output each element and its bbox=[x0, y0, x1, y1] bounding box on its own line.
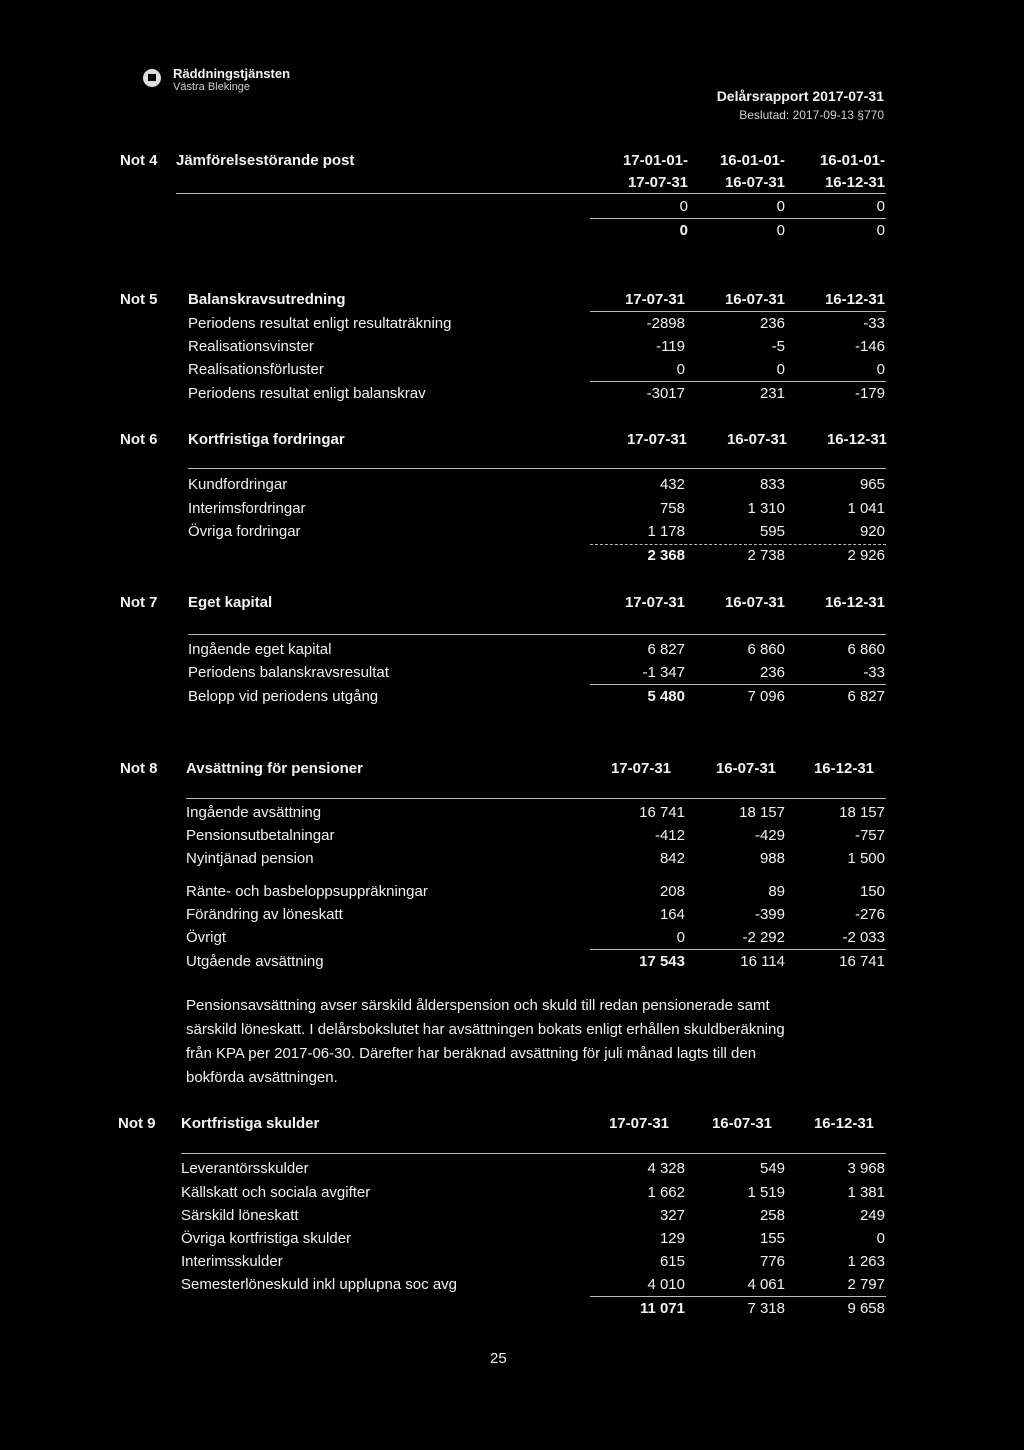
row-label: Interimsskulder bbox=[181, 1253, 283, 1270]
table-cell: 327 bbox=[659, 1207, 685, 1224]
column-header: 16-07-31 bbox=[724, 174, 785, 191]
sum-rule bbox=[590, 1296, 886, 1297]
row-label: Periodens resultat enligt resultaträkning bbox=[188, 315, 452, 332]
column-header: 16-12-31 bbox=[813, 760, 874, 777]
row-label: Utgående avsättning bbox=[186, 953, 324, 970]
table-cell: 0 bbox=[876, 361, 885, 378]
column-header: 17-07-31 bbox=[608, 1115, 669, 1132]
note-title: Jämförelsestörande post bbox=[176, 152, 355, 169]
table-cell: 595 bbox=[759, 523, 785, 540]
table-cell: -1 347 bbox=[642, 664, 685, 681]
table-total-cell: 5 480 bbox=[647, 688, 685, 705]
table-cell: 0 bbox=[876, 198, 885, 215]
note-title: Kortfristiga fordringar bbox=[188, 431, 345, 448]
table-cell: -2 033 bbox=[842, 929, 885, 946]
row-label: Periodens resultat enligt balanskrav bbox=[188, 385, 426, 402]
note-title: Avsättning för pensioner bbox=[186, 760, 363, 777]
note-number: Not 7 bbox=[120, 594, 158, 611]
table-cell: -33 bbox=[863, 315, 885, 332]
table-cell: 2 797 bbox=[847, 1276, 885, 1293]
table-total-cell: 17 543 bbox=[639, 953, 685, 970]
column-header: 16-01-01- bbox=[719, 152, 785, 169]
column-header: 17-07-31 bbox=[610, 760, 671, 777]
note-number: Not 9 bbox=[118, 1115, 156, 1132]
table-cell: 1 500 bbox=[847, 850, 885, 867]
table-cell: 1 310 bbox=[747, 500, 785, 517]
row-label: Ränte- och basbeloppsuppräkningar bbox=[186, 883, 428, 900]
column-header: 16-12-31 bbox=[813, 1115, 874, 1132]
table-cell: -33 bbox=[863, 664, 885, 681]
table-cell: 4 010 bbox=[647, 1276, 685, 1293]
sum-rule bbox=[590, 544, 886, 545]
row-label: Källskatt och sociala avgifter bbox=[181, 1184, 371, 1201]
column-header: 17-07-31 bbox=[624, 291, 685, 308]
table-cell: 1 041 bbox=[847, 500, 885, 517]
table-cell: 6 860 bbox=[747, 641, 785, 658]
column-header: 17-07-31 bbox=[626, 431, 687, 448]
header-rule bbox=[181, 1153, 886, 1154]
table-cell: 155 bbox=[759, 1230, 785, 1247]
table-cell: -3017 bbox=[646, 385, 685, 402]
paragraph-line: bokförda avsättningen. bbox=[186, 1069, 338, 1086]
note-number: Not 4 bbox=[120, 152, 158, 169]
table-cell: 1 662 bbox=[647, 1184, 685, 1201]
table-cell: 1 263 bbox=[847, 1253, 885, 1270]
column-header: 16-07-31 bbox=[726, 431, 787, 448]
table-cell: -146 bbox=[854, 338, 885, 355]
column-header: 16-12-31 bbox=[826, 431, 887, 448]
row-label: Nyintjänad pension bbox=[186, 850, 314, 867]
table-cell: 615 bbox=[659, 1253, 685, 1270]
row-label: Periodens balanskravsresultat bbox=[188, 664, 389, 681]
row-label: Leverantörsskulder bbox=[181, 1160, 309, 1177]
table-cell: 6 860 bbox=[847, 641, 885, 658]
row-label: Övriga fordringar bbox=[188, 523, 301, 540]
table-cell: -5 bbox=[771, 338, 785, 355]
table-cell: 258 bbox=[759, 1207, 785, 1224]
table-cell: 549 bbox=[759, 1160, 785, 1177]
table-cell: 0 bbox=[676, 361, 685, 378]
table-cell: -276 bbox=[854, 906, 885, 923]
table-cell: 0 bbox=[876, 1230, 885, 1247]
fire-brigade-logo bbox=[140, 66, 164, 90]
table-cell: 236 bbox=[759, 315, 785, 332]
table-cell: 965 bbox=[859, 476, 885, 493]
table-cell: 776 bbox=[759, 1253, 785, 1270]
row-label: Ingående avsättning bbox=[186, 804, 322, 821]
table-total-cell: 11 071 bbox=[639, 1300, 685, 1317]
table-cell: 150 bbox=[859, 883, 885, 900]
table-cell: 0 bbox=[776, 361, 785, 378]
document-title: Delårsrapport 2017-07-31 bbox=[716, 88, 884, 104]
row-label: Kundfordringar bbox=[188, 476, 288, 493]
table-cell: 16 741 bbox=[639, 804, 685, 821]
column-header: 17-01-01- bbox=[622, 152, 688, 169]
table-cell: 0 bbox=[776, 198, 785, 215]
table-cell: 129 bbox=[659, 1230, 685, 1247]
table-total-cell: 7 318 bbox=[747, 1300, 785, 1317]
row-label: Förändring av löneskatt bbox=[186, 906, 343, 923]
column-header: 16-07-31 bbox=[711, 1115, 772, 1132]
table-cell: -412 bbox=[654, 827, 685, 844]
table-cell: 18 157 bbox=[739, 804, 785, 821]
table-cell: 842 bbox=[659, 850, 685, 867]
table-total-cell: 7 096 bbox=[747, 688, 785, 705]
table-cell: 231 bbox=[759, 385, 785, 402]
note-title: Balanskravsutredning bbox=[188, 291, 346, 308]
table-cell: 0 bbox=[676, 929, 685, 946]
table-cell: 833 bbox=[759, 476, 785, 493]
note-number: Not 5 bbox=[120, 291, 158, 308]
header-rule bbox=[176, 193, 886, 194]
table-total-cell: 2 738 bbox=[747, 547, 785, 564]
note-title: Kortfristiga skulder bbox=[181, 1115, 320, 1132]
row-label: Pensionsutbetalningar bbox=[186, 827, 335, 844]
row-label: Semesterlöneskuld inkl upplupna soc avg bbox=[181, 1276, 457, 1293]
table-total-cell: 16 741 bbox=[839, 953, 885, 970]
row-label: Belopp vid periodens utgång bbox=[188, 688, 379, 705]
table-cell: 18 157 bbox=[839, 804, 885, 821]
row-label: Realisationsförluster bbox=[188, 361, 324, 378]
table-cell: 208 bbox=[659, 883, 685, 900]
paragraph-line: från KPA per 2017-06-30. Därefter har beräknad avsättning för juli månad lagts till den bbox=[186, 1045, 757, 1062]
note-number: Not 6 bbox=[120, 431, 158, 448]
header-rule bbox=[188, 634, 886, 635]
table-cell: -2898 bbox=[646, 315, 685, 332]
column-header: 16-12-31 bbox=[824, 291, 885, 308]
table-cell: 432 bbox=[659, 476, 685, 493]
table-cell: 89 bbox=[768, 883, 785, 900]
table-total-cell: 2 926 bbox=[847, 547, 885, 564]
table-total-cell: 6 827 bbox=[847, 688, 885, 705]
table-cell: 3 968 bbox=[847, 1160, 885, 1177]
table-cell: 164 bbox=[659, 906, 685, 923]
sum-rule bbox=[590, 218, 886, 219]
org-subtitle: Västra Blekinge bbox=[173, 81, 251, 93]
paragraph-line: Pensionsavsättning avser särskild ålderspension och skuld till redan pensionerade samt bbox=[186, 997, 770, 1014]
note-title: Eget kapital bbox=[188, 594, 273, 611]
table-cell: 1 381 bbox=[847, 1184, 885, 1201]
table-cell: 1 178 bbox=[647, 523, 685, 540]
column-header: 16-01-01- bbox=[819, 152, 885, 169]
document-decision-date: Beslutad: 2017-09-13 §770 bbox=[739, 108, 884, 122]
row-label: Ingående eget kapital bbox=[188, 641, 332, 658]
table-cell: 0 bbox=[776, 222, 785, 239]
row-label: Realisationsvinster bbox=[188, 338, 314, 355]
column-header: 17-07-31 bbox=[624, 594, 685, 611]
column-header: 17-07-31 bbox=[627, 174, 688, 191]
row-label: Övrigt bbox=[186, 929, 227, 946]
pension-note-paragraph bbox=[186, 994, 876, 1090]
sum-rule bbox=[590, 684, 886, 685]
table-total-cell: 9 658 bbox=[847, 1300, 885, 1317]
table-cell: 236 bbox=[759, 664, 785, 681]
table-cell: 0 bbox=[679, 198, 688, 215]
table-total-cell: 16 114 bbox=[740, 953, 785, 970]
sum-rule bbox=[590, 949, 886, 950]
paragraph-line: särskild löneskatt. I delårsbokslutet har avsättningen bokats enligt erhållen skuldberäkning bbox=[186, 1021, 785, 1038]
table-cell: -119 bbox=[656, 338, 685, 355]
column-header: 16-12-31 bbox=[824, 594, 885, 611]
sum-rule bbox=[590, 381, 886, 382]
table-cell: -429 bbox=[754, 827, 785, 844]
table-cell: 249 bbox=[859, 1207, 885, 1224]
header-rule bbox=[590, 311, 886, 312]
table-cell: 920 bbox=[859, 523, 885, 540]
table-cell: 4 061 bbox=[747, 1276, 785, 1293]
note-number: Not 8 bbox=[120, 760, 158, 777]
column-header: 16-07-31 bbox=[724, 291, 785, 308]
page-number: 25 bbox=[490, 1350, 507, 1367]
table-cell: -179 bbox=[854, 385, 885, 402]
table-total-cell: 0 bbox=[679, 222, 688, 239]
row-label: Övriga kortfristiga skulder bbox=[181, 1230, 352, 1247]
table-cell: 1 519 bbox=[747, 1184, 785, 1201]
table-cell: 988 bbox=[759, 850, 785, 867]
row-label: Särskild löneskatt bbox=[181, 1207, 299, 1224]
table-cell: -757 bbox=[854, 827, 885, 844]
table-total-cell: 2 368 bbox=[647, 547, 685, 564]
row-label: Interimsfordringar bbox=[188, 500, 306, 517]
header-rule bbox=[188, 468, 886, 469]
table-cell: 0 bbox=[876, 222, 885, 239]
column-header: 16-07-31 bbox=[715, 760, 776, 777]
column-header: 16-07-31 bbox=[724, 594, 785, 611]
header-rule bbox=[186, 798, 886, 799]
table-cell: 4 328 bbox=[647, 1160, 685, 1177]
column-header: 16-12-31 bbox=[824, 174, 885, 191]
table-cell: -399 bbox=[754, 906, 785, 923]
org-name: Räddningstjänsten bbox=[173, 66, 291, 81]
table-cell: 758 bbox=[659, 500, 685, 517]
table-cell: 6 827 bbox=[647, 641, 685, 658]
table-cell: -2 292 bbox=[742, 929, 785, 946]
